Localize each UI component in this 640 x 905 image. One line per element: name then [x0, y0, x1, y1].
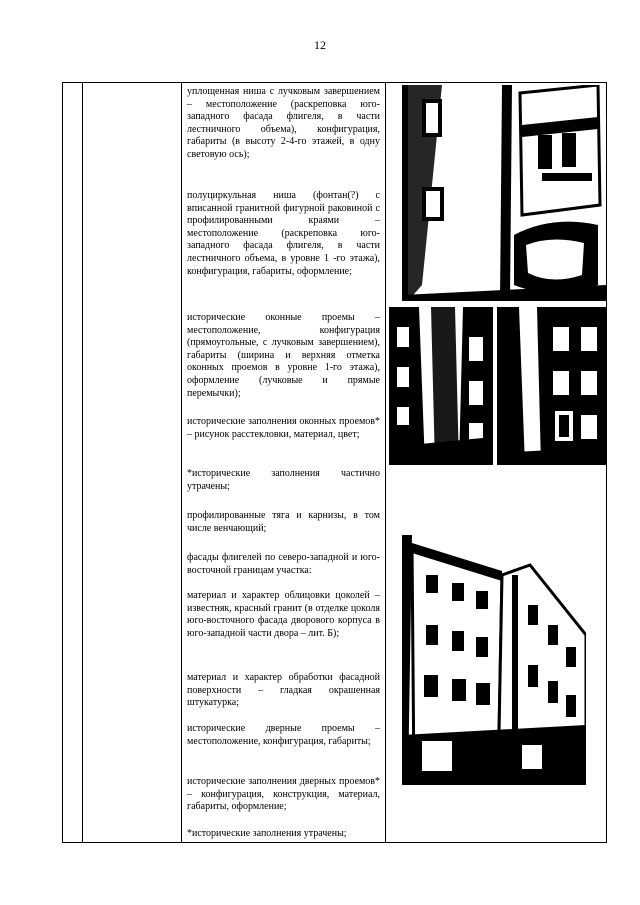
- column-divider-3: [385, 83, 386, 842]
- facade-niche-photo: [402, 85, 606, 301]
- paragraph-niche-semicircular: полуциркульная ниша (фонтан(?) с вписанной гранитной фигурной раковиной с профилированными краями – местоположение (раскреповка юго-западного фасада флигеля, в части лестничного объема, в уровне 1 -го этажа), конфигурация, габариты, оформление;: [187, 190, 380, 277]
- paragraph-cornices: профилированные тяга и карнизы, в том числе венчающий;: [187, 510, 380, 534]
- document-table: [62, 82, 607, 843]
- column-divider-2: [181, 83, 182, 842]
- courtyard-photo-right: [497, 307, 606, 465]
- wing-facades-photo: [402, 535, 586, 785]
- paragraph-door-openings: исторические дверные проемы – местоположение, конфигурация, габариты;: [187, 723, 380, 747]
- paragraph-window-openings: исторические оконные проемы – местоположение, конфигурация (прямоугольные, с лучковым завершением), габариты (ширина и верхняя отметка оконных проемов в уровне 1-го этажа), оформление (лучковые и прямые перемычки);: [187, 312, 380, 399]
- page-number: 12: [314, 38, 326, 52]
- paragraph-window-fillings-note: *исторические заполнения частично утрачены;: [187, 468, 380, 492]
- paragraph-wing-facades: фасады флигелей по северо-западной и юго-восточной границам участка:: [187, 552, 380, 576]
- paragraph-plinth-cladding: материал и характер облицовки цоколей – известняк, красный гранит (в отделке цоколя юго-восточного фасада дворового корпуса в юго-западной части двора – лит. Б);: [187, 590, 380, 639]
- paragraph-niche-flat: уплощенная ниша с лучковым завершением – местоположение (раскреповка юго-западного фасада флигеля, в части лестничного объема), конфигурация, габариты (в высоту 2-4-го этажей, в одну световую ось);: [187, 86, 380, 160]
- paragraph-facade-surface: материал и характер обработки фасадной поверхности – гладкая окрашенная штукатурка;: [187, 672, 380, 709]
- column-divider-1: [82, 83, 83, 842]
- paragraph-door-fillings: исторические заполнения дверных проемов* – конфигурация, конструкция, материал, габариты, оформление;: [187, 776, 380, 813]
- paragraph-window-fillings: исторические заполнения оконных проемов* – рисунок расстекловки, материал, цвет;: [187, 416, 380, 440]
- courtyard-photo-left: [389, 307, 493, 465]
- paragraph-door-fillings-note: *исторические заполнения утрачены;: [187, 828, 347, 839]
